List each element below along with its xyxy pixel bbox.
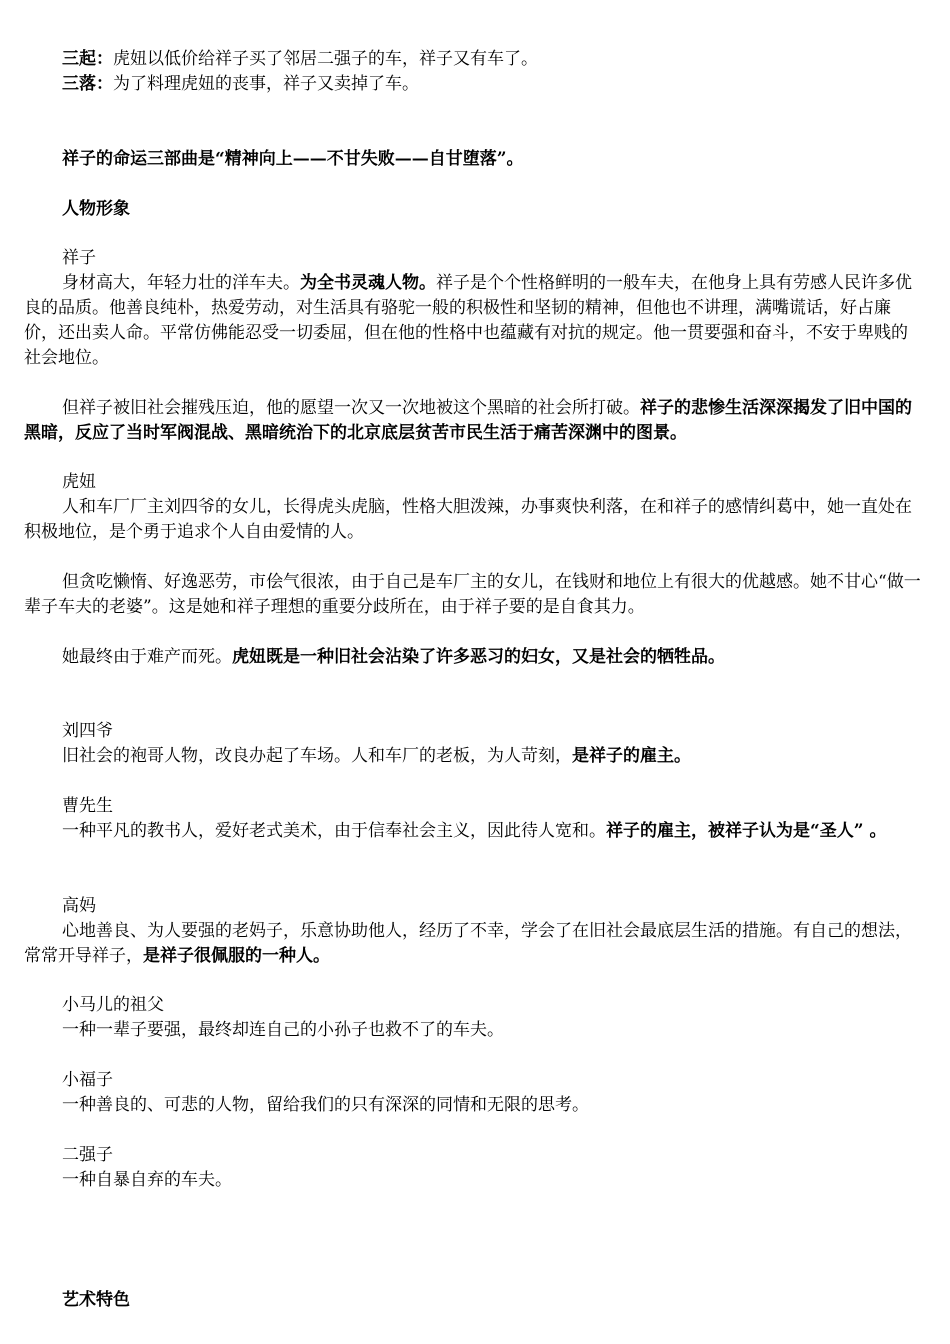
rise-three-text: 虎妞以低价给祥子买了邻居二强子的车，祥子又有车了。 <box>113 49 538 69</box>
character-name-gaoma: 高妈 <box>62 896 96 916</box>
caoxiansheng-text: 一种平凡的教书人，爱好老式美术，由于信奉社会主义，因此待人宽和。 <box>62 821 606 841</box>
liusiye-emphasis: 是祥子的雇主。 <box>572 746 691 766</box>
character-name-erqiangzi: 二强子 <box>62 1145 113 1165</box>
character-desc-xiangzi-1 <box>24 271 924 371</box>
character-desc-huniu-3 <box>24 645 924 670</box>
section-title-art: 艺术特色 <box>62 1290 130 1310</box>
character-desc-huniu-2: 但贪吃懒惰、好逸恶劳，市侩气很浓，由于自己是车厂主的女儿，在钱财和地位上有很大的优越感。她不甘心“做一辈子车夫的老婆”。这是她和祥子理想的重要分歧所在，由于祥子要的是自食其力。 <box>24 572 921 617</box>
xiangzi-desc-part-a: 身材高大，年轻力壮的洋车夫。 <box>62 273 300 293</box>
character-desc-erqiangzi: 一种自暴自弃的车夫。 <box>62 1170 232 1190</box>
fall-three-text: 为了料理虎妞的丧事，祥子又卖掉了车。 <box>113 74 419 94</box>
gaoma-text: 心地善良、为人要强的老妈子，乐意协助他人，经历了不幸，学会了在旧社会最底层生活的措施。有自己的想法，常常开导祥子， <box>24 921 912 966</box>
huniu-death-text: 她最终由于难产而死。 <box>62 647 232 667</box>
rise-three-line <box>62 47 538 72</box>
xiangzi-fate-emphasis: 祥子的悲惨生活深深揭发了旧中国的黑暗，反应了当时军阀混战、黑暗统治下的北京底层贫苦市民生活于痛苦深渊中的图景。 <box>24 398 912 443</box>
character-name-huniu: 虎妞 <box>62 472 96 492</box>
character-name-xiaomaer-grandpa: 小马儿的祖父 <box>62 995 164 1015</box>
trilogy-statement: 祥子的命运三部曲是“精神向上——不甘失败——自甘堕落”。 <box>62 149 524 169</box>
xiangzi-fate-text: 但祥子被旧社会摧残压迫，他的愿望一次又一次地被这个黑暗的社会所打破。 <box>62 398 640 418</box>
caoxiansheng-emphasis: 祥子的雇主，被祥子认为是“圣人” 。 <box>606 821 887 841</box>
liusiye-text: 旧社会的袍哥人物，改良办起了车场。人和车厂的老板，为人苛刻， <box>62 746 572 766</box>
character-desc-caoxiansheng <box>24 819 924 844</box>
character-name-xiangzi: 祥子 <box>62 248 96 268</box>
character-name-caoxiansheng: 曹先生 <box>62 796 113 816</box>
section-title-characters: 人物形象 <box>62 199 130 219</box>
character-name-liusiye: 刘四爷 <box>62 721 113 741</box>
rise-three-label: 三起： <box>62 49 113 69</box>
character-desc-huniu-1: 人和车厂厂主刘四爷的女儿，长得虎头虎脑，性格大胆泼辣，办事爽快利落，在和祥子的感情纠葛中，她一直处在积极地位，是个勇于追求个人自由爱情的人。 <box>24 497 912 542</box>
character-desc-xiaomaer-grandpa: 一种一辈子要强，最终却连自己的小孙子也救不了的车夫。 <box>62 1020 504 1040</box>
character-desc-xiaofuzi: 一种善良的、可悲的人物，留给我们的只有深深的同情和无限的思考。 <box>62 1095 589 1115</box>
huniu-death-emphasis: 虎妞既是一种旧社会沾染了许多恶习的妇女，又是社会的牺牲品。 <box>232 647 725 667</box>
character-desc-liusiye <box>24 744 924 769</box>
character-desc-gaoma <box>24 919 924 969</box>
xiangzi-desc-emphasis: 为全书灵魂人物。 <box>300 273 436 293</box>
fall-three-label: 三落： <box>62 74 113 94</box>
character-name-xiaofuzi: 小福子 <box>62 1070 113 1090</box>
fall-three-line <box>62 72 419 97</box>
character-desc-xiangzi-2 <box>24 396 924 446</box>
gaoma-emphasis: 是祥子很佩服的一种人。 <box>143 946 330 966</box>
xiangzi-desc-part-c: 祥子是个个性格鲜明的一般车夫，在他身上具有劳感人民许多优良的品质。他善良纯朴，热爱劳动，对生活具有骆驼一般的积极性和坚韧的精神，但他也不讲理，满嘴谎话，好占廉价，还出卖人命。平常仿佛能忍受一切委屈，但在他的性格中也蕴藏有对抗的规定。他一贯要强和奋斗，不安于卑贱的社会地位。 <box>24 273 912 368</box>
